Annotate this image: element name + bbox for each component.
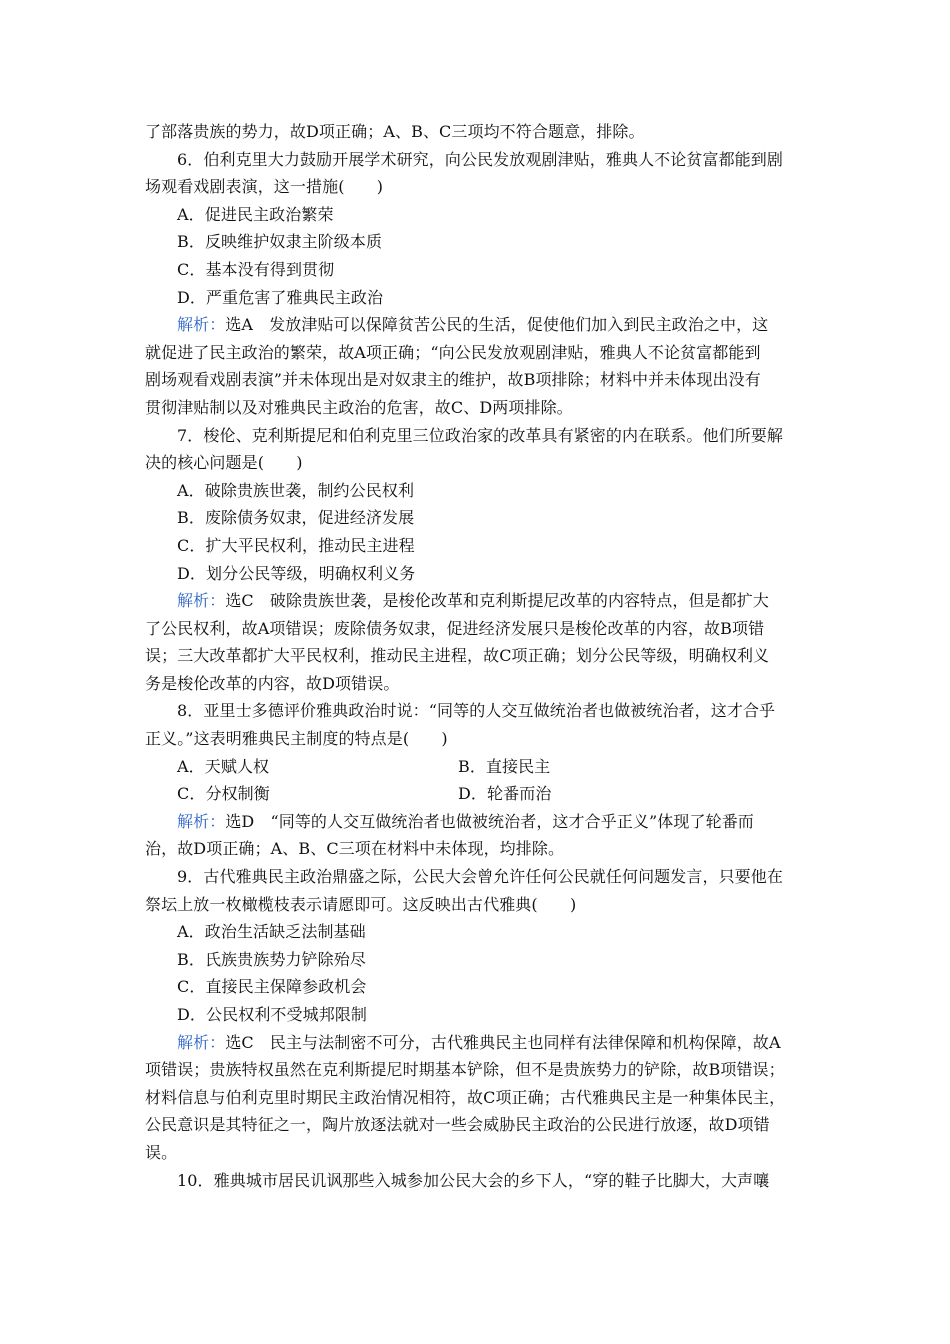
question-9-stem: 9．古代雅典民主政治鼎盛之际，公民大会曾允许任何公民就任何问题发言，只要他在 (177, 867, 783, 887)
question-6-analysis-cont: 就促进了民主政治的繁荣，故A项正确；“向公民发放观剧津贴，雅典人不论贫富都能到 (145, 342, 761, 362)
question-7-analysis-cont: 务是梭伦改革的内容，故D项错误。 (145, 673, 400, 693)
question-7-analysis-cont: 了公民权利，故A项错误；废除债务奴隶，促进经济发展只是梭伦改革的内容，故B项错 (145, 618, 765, 638)
question-7-option-c: C．扩大平民权利，推动民主进程 (177, 535, 415, 555)
text-line: 了部落贵族的势力，故D项正确；A、B、C三项均不符合题意，排除。 (145, 122, 645, 141)
question-8-stem: 8．亚里士多德评价雅典政治时说：“同等的人交互做统治者也做被统治者，这才合乎 (177, 701, 776, 721)
question-6-analysis-cont: 贯彻津贴制以及对雅典民主政治的危害，故C、D两项排除。 (145, 397, 573, 417)
analysis-text: 选D “同等的人交互做统治者也做被统治者，这才合乎正义”体现了轮番而 (225, 811, 754, 831)
question-7-option-a: A．破除贵族世袭，制约公民权利 (177, 480, 415, 500)
question-8-stem-cont: 正义。”这表明雅典民主制度的特点是( ) (145, 729, 448, 749)
question-10-stem: 10．雅典城市居民讥讽那些入城参加公民大会的乡下人，“穿的鞋子比脚大，大声嚷 (177, 1170, 770, 1190)
question-8-option-a: A．天赋人权 (177, 756, 270, 776)
question-8-analysis-cont: 治，故D项正确；A、B、C三项在材料中未体现，均排除。 (145, 839, 565, 859)
question-8-option-b: B．直接民主 (458, 756, 551, 776)
analysis-text: 选C 破除贵族世袭，是梭伦改革和克利斯提尼改革的内容特点，但是都扩大 (225, 591, 769, 611)
question-6-stem-cont: 场观看戏剧表演，这一措施( ) (145, 177, 384, 197)
question-9-analysis-cont: 公民意识是其特征之一，陶片放逐法就对一些会威胁民主政治的公民进行放逐，故D项错 (145, 1115, 770, 1135)
analysis-text: 选A 发放津贴可以保障贫苦公民的生活，促使他们加入到民主政治之中，这 (225, 315, 769, 335)
question-7-analysis-cont: 误；三大改革都扩大平民权利，推动民主进程，故C项正确；划分公民等级，明确权利义 (145, 646, 770, 666)
question-7-option-b: B．废除债务奴隶，促进经济发展 (177, 508, 415, 528)
question-6-stem: 6．伯利克里大力鼓励开展学术研究，向公民发放观剧津贴，雅典人不论贫富都能到剧 (177, 149, 783, 169)
question-8-analysis (145, 808, 810, 836)
question-9-analysis-cont: 误。 (145, 1142, 178, 1162)
question-7-option-d: D．划分公民等级，明确权利义务 (177, 563, 416, 583)
question-9-analysis-cont: 项错误；贵族特权虽然在克利斯提尼时期基本铲除，但不是贵族势力的铲除，故B项错误； (145, 1060, 785, 1080)
question-6-option-b: B．反映维护奴隶主阶级本质 (177, 232, 383, 252)
document-page (145, 118, 810, 1194)
question-7-stem: 7．梭伦、克利斯提尼和伯利克里三位政治家的改革具有紧密的内在联系。他们所要解 (177, 425, 783, 445)
question-6-option-d: D．严重危害了雅典民主政治 (177, 287, 384, 307)
question-6-analysis (145, 311, 810, 339)
question-9-analysis-cont: 材料信息与伯利克里时期民主政治情况相符，故C项正确；古代雅典民主是一种集体民主， (145, 1087, 786, 1107)
question-7-analysis (145, 587, 810, 615)
question-9-option-a: A．政治生活缺乏法制基础 (177, 922, 366, 942)
question-8-options-row-2 (145, 780, 810, 808)
analysis-label: 解析： (177, 315, 226, 335)
analysis-label: 解析： (177, 591, 226, 611)
analysis-label: 解析： (177, 1032, 226, 1052)
question-9-option-c: C．直接民主保障参政机会 (177, 977, 367, 997)
question-8-option-d: D．轮番而治 (458, 784, 552, 804)
question-7-stem-cont: 决的核心问题是( ) (145, 453, 303, 473)
question-6-analysis-cont: 剧场观看戏剧表演”并未体现出是对奴隶主的维护，故B项排除；材料中并未体现出没有 (145, 370, 761, 390)
analysis-text: 选C 民主与法制密不可分，古代雅典民主也同样有法律保障和机构保障，故A (225, 1032, 781, 1052)
question-6-option-c: C．基本没有得到贯彻 (177, 259, 335, 279)
question-9-option-b: B．氏族贵族势力铲除殆尽 (177, 949, 366, 969)
question-9-analysis (145, 1029, 810, 1057)
question-8-options-row-1 (145, 753, 810, 781)
question-9-stem-cont: 祭坛上放一枚橄榄枝表示请愿即可。这反映出古代雅典( ) (145, 894, 577, 914)
question-8-option-c: C．分权制衡 (177, 784, 270, 804)
analysis-label: 解析： (177, 811, 226, 831)
question-6-option-a: A．促进民主政治繁荣 (177, 204, 334, 224)
question-9-option-d: D．公民权利不受城邦限制 (177, 1005, 368, 1024)
